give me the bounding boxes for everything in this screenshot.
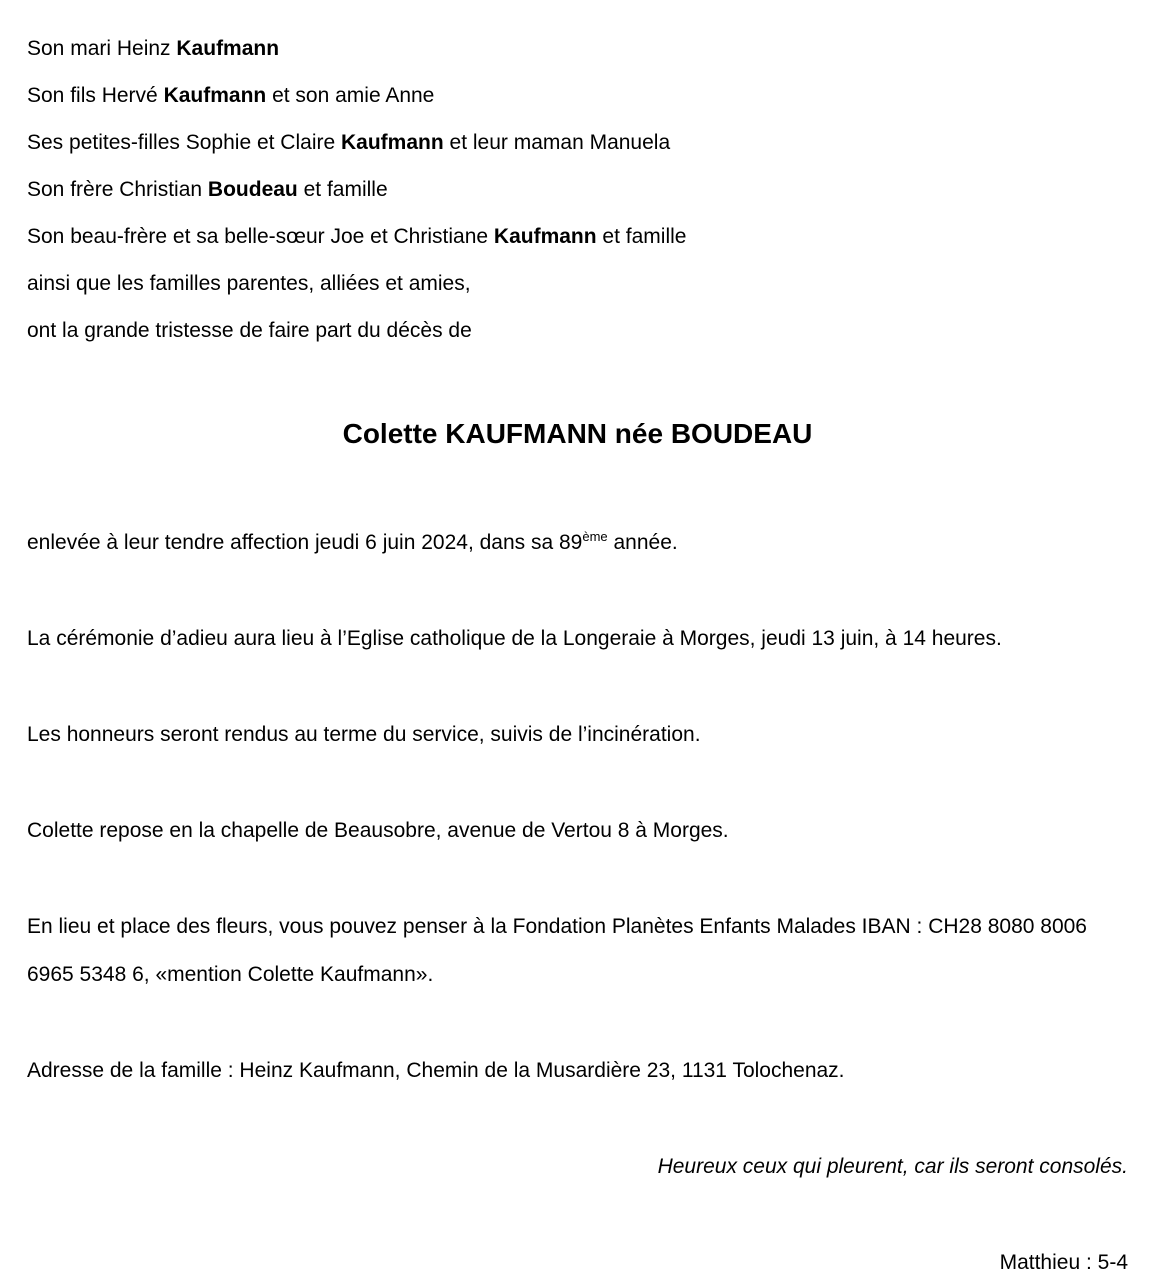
family-address-paragraph: Adresse de la famille : Heinz Kaufmann, Chemin de la Musardière 23, 1131 Tolochenaz. — [27, 1059, 845, 1082]
family-line — [27, 307, 1128, 354]
family-lines-block — [27, 25, 1128, 354]
family-line-text: Son mari Heinz — [27, 37, 177, 60]
honors-paragraph: Les honneurs seront rendus au terme du service, suivis de l’incinération. — [27, 723, 701, 746]
family-line-text: et famille — [596, 225, 687, 248]
family-line-text: Ses petites-filles Sophie et Claire — [27, 131, 341, 154]
family-line-text: ont la grande tristesse de faire part du décès de — [27, 319, 472, 342]
bible-quote: Heureux ceux qui pleurent, car ils seront consolés. — [657, 1155, 1128, 1178]
family-line — [27, 119, 1128, 166]
family-line-text: et son amie Anne — [266, 84, 435, 107]
death-announcement-text: année. — [607, 531, 678, 554]
family-line-text: et famille — [297, 178, 388, 201]
repose-paragraph: Colette repose en la chapelle de Beausobre, avenue de Vertou 8 à Morges. — [27, 819, 729, 842]
family-surname-bold: Boudeau — [207, 178, 298, 201]
family-surname-bold: Kaufmann — [176, 37, 280, 60]
family-line-text: Son beau-frère et sa belle-sœur Joe et Christiane — [27, 225, 494, 248]
family-line — [27, 213, 1128, 260]
death-announcement-text: enlevée à leur tendre affection jeudi 6 juin 2024, dans sa 89 — [27, 531, 583, 554]
family-surname-bold: Kaufmann — [163, 84, 267, 107]
family-surname-bold: Kaufmann — [493, 225, 597, 248]
deceased-name-title: Colette KAUFMANN née BOUDEAU — [342, 418, 813, 449]
family-line-text: Son fils Hervé — [27, 84, 164, 107]
ordinal-superscript: ème — [582, 529, 608, 544]
family-surname-bold: Kaufmann — [341, 131, 444, 154]
bible-quote-reference: Matthieu : 5-4 — [999, 1251, 1128, 1274]
family-line — [27, 72, 1128, 119]
family-line — [27, 260, 1128, 307]
ceremony-paragraph: La cérémonie d’adieu aura lieu à l’Eglise catholique de la Longeraie à Morges, jeudi 13 juin, à 14 heures. — [27, 627, 1002, 650]
family-line-text: et leur maman Manuela — [443, 131, 671, 154]
family-line — [27, 25, 1128, 72]
family-line-text: ainsi que les familles parentes, alliées et amies, — [27, 272, 471, 295]
family-line — [27, 166, 1128, 213]
death-announcement-paragraph — [27, 519, 1128, 567]
family-line-text: Son frère Christian — [27, 178, 208, 201]
donations-paragraph: En lieu et place des fleurs, vous pouvez penser à la Fondation Planètes Enfants Malades IBAN : CH28 8080 8006 6965 5348 6, «mention Colette Kaufmann». — [27, 915, 1087, 986]
